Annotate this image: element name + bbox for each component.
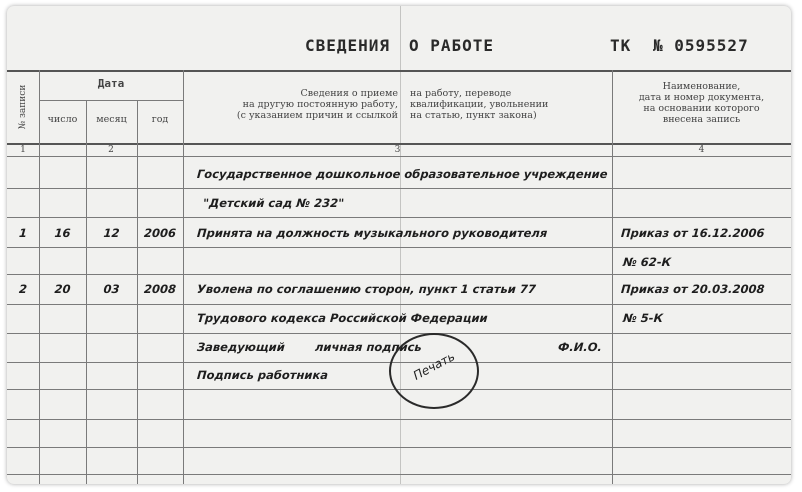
month-header: месяц <box>96 114 127 125</box>
info-header-right: на работу, переводе квалификации, увольнении на статью, пункт закона) <box>410 88 549 121</box>
entry-2-text: Уволена по соглашению сторон, пункт 1 статьи 77 <box>196 282 537 296</box>
col-number-3: 3 <box>394 145 401 155</box>
row-line <box>7 419 791 420</box>
entry-1-document-number: № 62-К <box>622 255 672 269</box>
row-line <box>7 274 791 275</box>
series-label: ТК <box>610 36 632 55</box>
document-number: № 0595527 <box>653 36 749 55</box>
entry-1-day: 16 <box>53 226 71 240</box>
info-header-left: Сведения о приеме на другую постоянную работу, (с указанием причин и ссылкой <box>236 88 398 121</box>
col-divider <box>183 70 184 484</box>
worker-signature: Подпись работника <box>196 368 329 382</box>
entry-2-day: 20 <box>53 282 71 296</box>
organization-name-line-2: "Детский сад № 232" <box>202 196 345 210</box>
entry-2-year: 2008 <box>143 282 177 296</box>
entry-1-year: 2006 <box>143 226 177 240</box>
title-left: СВЕДЕНИЯ <box>305 36 391 55</box>
col-divider <box>612 70 613 484</box>
day-header: число <box>47 114 78 125</box>
row-line <box>7 474 791 475</box>
col-number-4: 4 <box>698 145 705 155</box>
entry-1-document: Приказ от 16.12.2006 <box>620 226 765 240</box>
col-divider <box>39 70 40 484</box>
row-line <box>7 333 791 334</box>
entry-2-month: 03 <box>102 282 120 296</box>
row-line <box>7 188 791 189</box>
column-numbers-border <box>7 156 791 157</box>
row-line <box>7 304 791 305</box>
entry-2-document: Приказ от 20.03.2008 <box>620 282 765 296</box>
row-line <box>7 217 791 218</box>
title-right: О РАБОТЕ <box>409 36 495 55</box>
entry-2-document-number: № 5-К <box>622 311 664 325</box>
seal-stamp <box>389 333 479 409</box>
date-header: Дата <box>97 77 125 90</box>
work-record-page <box>7 6 791 484</box>
basis-header: Наименование, дата и номер документа, на основании которого внесена запись <box>638 81 765 125</box>
record-no-header: № записи <box>18 84 28 130</box>
date-header-divider <box>39 100 183 101</box>
seal-stamp-label: Печать <box>410 349 458 383</box>
entry-1-text: Принята на должность музыкального руководителя <box>196 226 548 240</box>
head-full-name: Ф.И.О. <box>557 340 603 354</box>
entry-2-text-continued: Трудового кодекса Российской Федерации <box>196 311 489 325</box>
row-line <box>7 247 791 248</box>
entry-1-month: 12 <box>102 226 120 240</box>
year-header: год <box>151 114 169 125</box>
row-line <box>7 447 791 448</box>
entry-1-number: 1 <box>18 226 28 240</box>
head-signature: личная подпись <box>314 340 423 354</box>
table-top-border <box>7 70 791 72</box>
col-number-1: 1 <box>20 145 26 155</box>
head-title: Заведующий <box>196 340 286 354</box>
page-fold <box>400 6 401 484</box>
entry-2-number: 2 <box>18 282 28 296</box>
col-number-2: 2 <box>108 145 114 155</box>
organization-name-line-1: Государственное дошкольное образовательное учреждение <box>196 167 609 181</box>
